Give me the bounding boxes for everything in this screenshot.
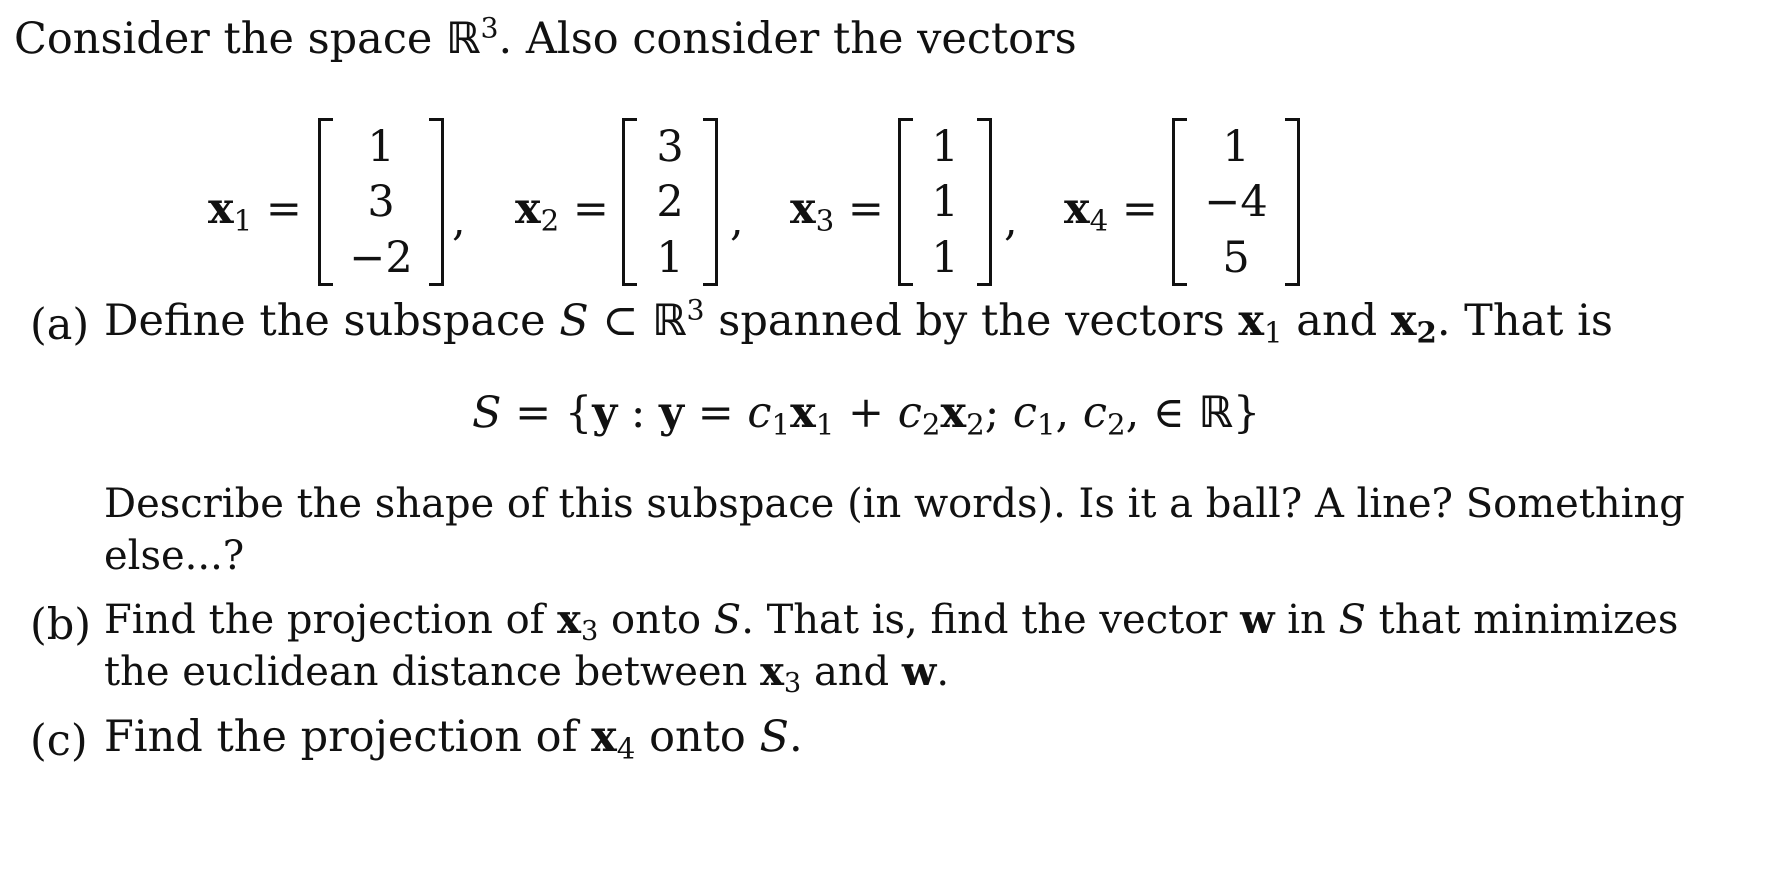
- vector-x3-entry-2: 1: [931, 177, 959, 227]
- part-b-text-line-2: the euclidean distance between $x_3$ and w.: [104, 648, 950, 699]
- vector-x2-label: $x_2$ =: [515, 184, 609, 238]
- vector-x3-matrix: [898, 118, 992, 286]
- vector-x1-matrix: [318, 118, 444, 286]
- part-a-text: Define the subspace S ⊂ ℝ$^3$ spanned by the vectors $x_1$ and $x_2$. That is: [104, 293, 1613, 350]
- vector-x3-entry-1: 1: [931, 122, 959, 172]
- part-b-text-line-1: Find the projection of $x_3$ onto S. That is, find the vector w in S that minimizes: [104, 596, 1679, 647]
- part-a-describe-line-1: Describe the shape of this subspace (in words). Is it a ball? A line? Something: [104, 481, 1685, 527]
- intro-text-after: . Also consider the vectors: [498, 14, 1077, 64]
- part-b-label: (b): [30, 600, 92, 650]
- intro-line: [14, 11, 1077, 64]
- vector-x2-entry-3: 1: [656, 233, 684, 283]
- separator-comma: ,: [452, 196, 466, 246]
- vector-x4-entry-1: 1: [1222, 122, 1250, 172]
- reals-exponent: 3: [480, 11, 499, 45]
- vector-x2-matrix: [622, 118, 718, 286]
- intro-text-before: Consider the space: [14, 14, 447, 64]
- vector-x2-entry-1: 3: [656, 122, 684, 172]
- vector-x2-entry-2: 2: [656, 177, 684, 227]
- reals-symbol: ℝ: [446, 14, 481, 64]
- separator-comma: ,: [1004, 196, 1018, 246]
- vector-x4-label: $x_4$ =: [1064, 184, 1158, 238]
- subspace-equation: S = {y : $y = c_1x_1 + c_2x_2$; $c_1$, $c_2$, ∈ ℝ}: [472, 388, 1261, 442]
- part-c-label: (c): [30, 716, 88, 766]
- part-c-text: Find the projection of $x_4$ onto S.: [104, 712, 803, 766]
- part-a-describe-line-2: else...?: [104, 533, 245, 579]
- vector-x1-entry-1: 1: [367, 122, 395, 172]
- vector-x4-matrix: [1172, 118, 1300, 286]
- vector-x4-entry-2: −4: [1204, 177, 1268, 227]
- vector-x1-entry-3: −2: [349, 233, 413, 283]
- vector-x4-entry-3: 5: [1222, 233, 1250, 283]
- vector-x1-entry-2: 3: [367, 177, 395, 227]
- vector-x1-label: $x_1$ =: [208, 184, 302, 238]
- part-a-label: (a): [30, 300, 90, 350]
- separator-comma: ,: [730, 196, 744, 246]
- vector-x3-entry-3: 1: [931, 233, 959, 283]
- vector-x3-label: $x_3$ =: [790, 184, 884, 238]
